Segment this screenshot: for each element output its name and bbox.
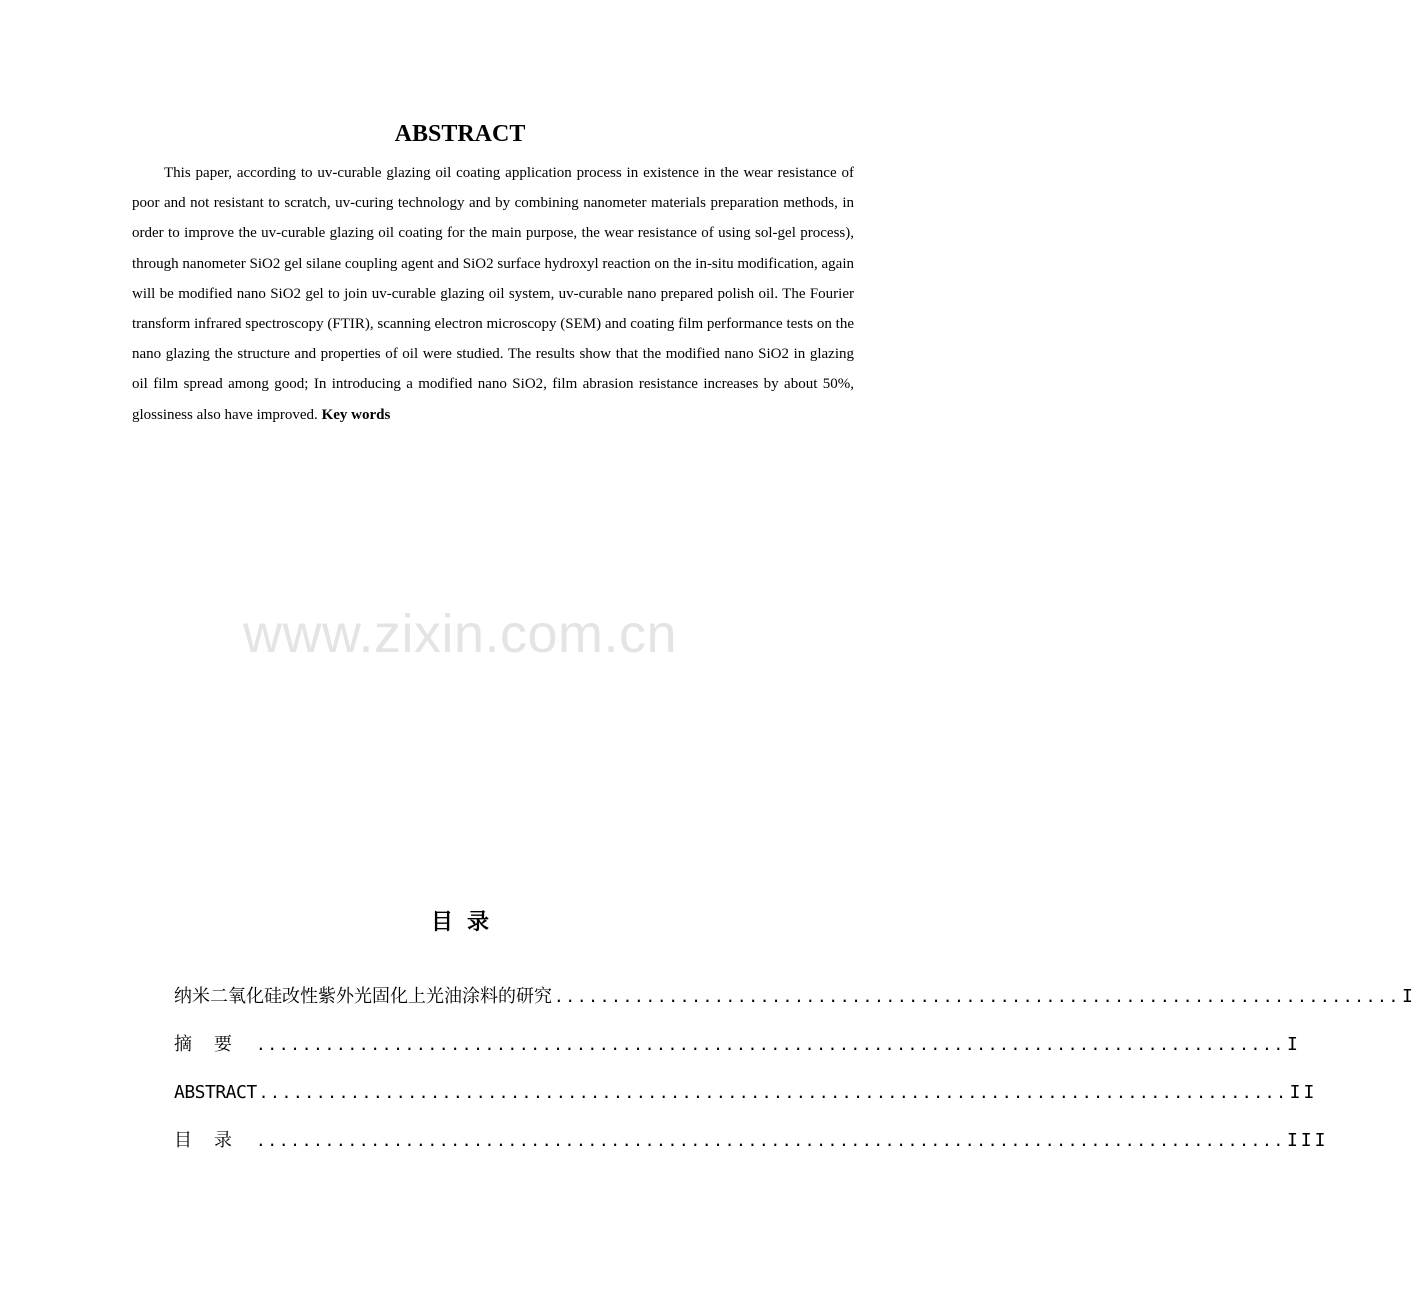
- toc-leader-dots: ..........................................................................................: [258, 1083, 1288, 1102]
- toc-entry-title[interactable]: [174, 980, 1416, 1028]
- abstract-text: This paper, according to uv-curable glazing oil coating application process in existence in the wear resistance of poor and not resistant to scratch, uv-curing technology and by combining nanometer materials preparation methods, in order to improve the uv-curable glazing oil coating for the main purpose, the wear resistance of using sol-gel process), through nanometer SiO2 gel silane coupling agent and SiO2 surface hydroxyl reaction on the in-situ modification, again will be modified nano SiO2 gel to join uv-curable glazing oil system, uv-curable nano prepared polish oil. The Fourier transform infrared spectroscopy (FTIR), scanning electron microscopy (SEM) and coating film performance tests on the nano glazing the structure and properties of oil were studied. The results show that the modified nano SiO2 in glazing oil film spread among good; In introducing a modified nano SiO2, film abrasion resistance increases by about 50%, glossiness also have improved.: [132, 165, 854, 423]
- toc-entry-label: 纳米二氧化硅改性紫外光固化上光油涂料的研究: [174, 986, 552, 1007]
- toc-leader-dots: ..........................................................................................: [256, 1035, 1285, 1054]
- toc-page-number: I: [1286, 1034, 1301, 1055]
- abstract-title: ABSTRACT: [394, 121, 526, 147]
- toc-page-number: I: [1402, 986, 1416, 1007]
- toc-page-number: II: [1289, 1082, 1318, 1103]
- table-of-contents: [174, 980, 1416, 1172]
- toc-title: 目录: [430, 910, 503, 935]
- watermark: www.zixin.com.cn: [242, 604, 678, 664]
- toc-entry-contents[interactable]: [174, 1124, 1329, 1172]
- toc-leader-dots: ..........................................................................................: [256, 1131, 1285, 1150]
- toc-leader-dots: ..........................................................................: [554, 987, 1401, 1006]
- toc-entry-label: 目录: [174, 1130, 254, 1151]
- toc-entry-label: ABSTRACT: [174, 1082, 257, 1103]
- toc-entry-abstract[interactable]: [174, 1076, 1318, 1124]
- toc-entry-label: 摘要: [174, 1034, 254, 1055]
- toc-page-number: III: [1286, 1130, 1329, 1151]
- keywords-label: Key words: [321, 406, 391, 423]
- abstract-body: [132, 158, 854, 430]
- toc-entry-summary[interactable]: [174, 1028, 1301, 1076]
